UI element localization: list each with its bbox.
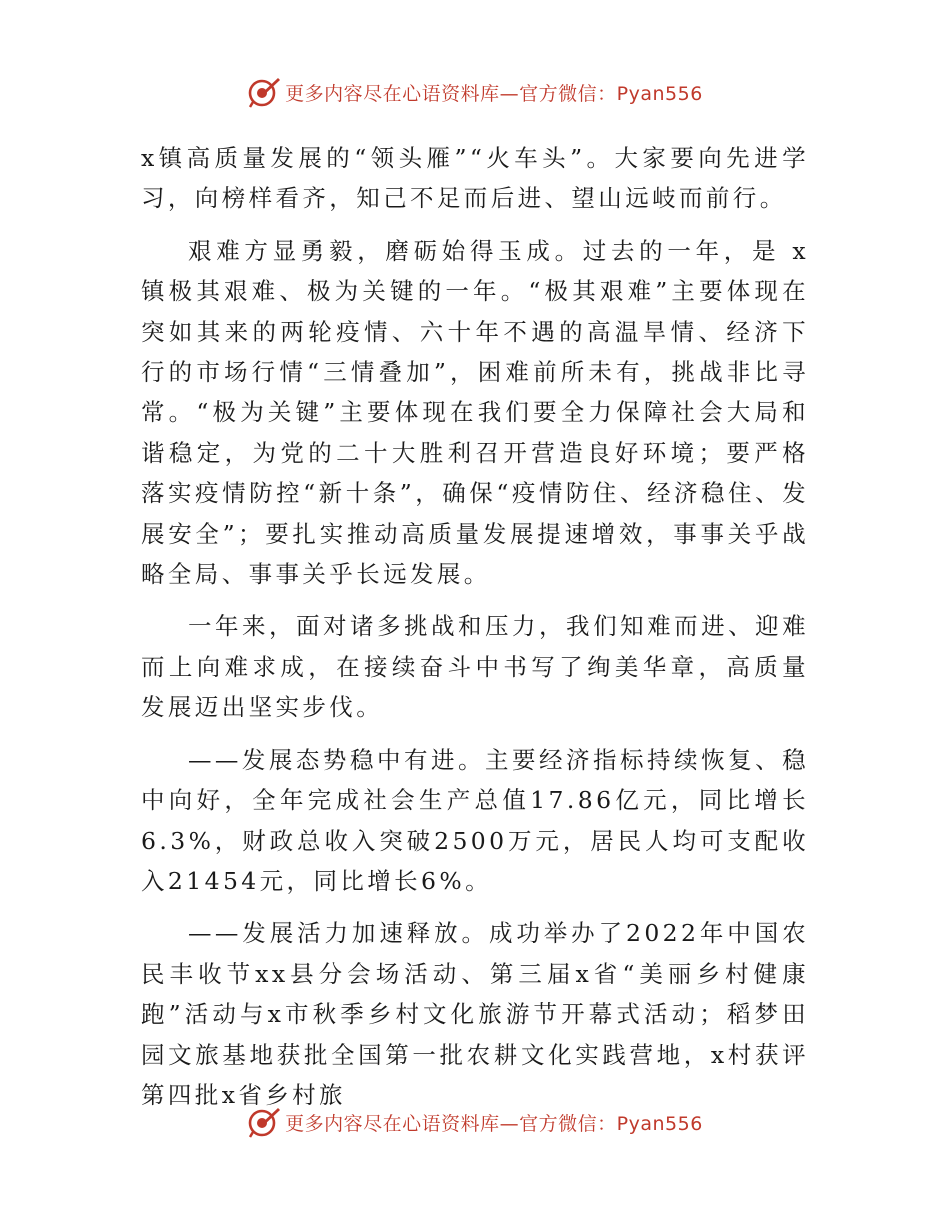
banner-separator: — xyxy=(499,1112,520,1135)
pen-logo-icon xyxy=(247,75,281,109)
banner-contact: 官方微信：Pyan556 xyxy=(519,82,703,105)
paragraph-development-trend: ——发展态势稳中有进。主要经济指标持续恢复、稳中向好，全年完成社会生产总值17.86亿元，同比增长6.3%，财政总收入突破2500万元，居民人均可支配收入21454元，同比增长6%。 xyxy=(141,745,809,895)
banner-brand: 更多内容尽在心语资料库 xyxy=(285,82,500,105)
document-body xyxy=(141,138,809,1115)
paragraph-difficulties: 艰难方显勇毅，磨砺始得玉成。过去的一年，是 x 镇极其艰难、极为关键的一年。“极其艰难”主要体现在突如其来的两轮疫情、六十年不遇的高温旱情、经济下行的市场行情“三情叠加”，困难前所未有，挑战非比寻常。“极为关键”主要体现在我们要全力保障社会大局和谐稳定，为党的二十大胜利召开营造良好环境；要严格落实疫情防控“新十条”，确保“疫情防住、经济稳住、发展安全”；要扎实推动高质量发展提速增效，事事关乎战略全局、事事关乎长远发展。 xyxy=(141,236,809,589)
footer-watermark-banner xyxy=(0,1102,950,1142)
banner-brand: 更多内容尽在心语资料库 xyxy=(285,1112,500,1135)
paragraph-development-vitality: ——发展活力加速释放。成功举办了2022年中国农民丰收节xx县分会场活动、第三届x省“美丽乡村健康跑”活动与x市秋季乡村文化旅游节开幕式活动；稻梦田园文旅基地获批全国第一批农耕文化实践营地，x村获评第四批x省乡村旅 xyxy=(141,919,809,1109)
banner-text xyxy=(285,79,703,106)
banner-text xyxy=(285,1109,703,1136)
paragraph-year-review: 一年来，面对诸多挑战和压力，我们知难而进、迎难而上向难求成，在接续奋斗中书写了绚美华章，高质量发展迈出坚实步伐。 xyxy=(141,612,809,722)
pen-logo-icon xyxy=(247,1105,281,1139)
banner-separator: — xyxy=(499,82,520,105)
paragraph-continued: x镇高质量发展的“领头雁”“火车头”。大家要向先进学习，向榜样看齐，知己不足而后进、望山远岐而前行。 xyxy=(141,144,809,213)
header-watermark-banner xyxy=(0,72,950,112)
banner-contact: 官方微信：Pyan556 xyxy=(519,1112,703,1135)
